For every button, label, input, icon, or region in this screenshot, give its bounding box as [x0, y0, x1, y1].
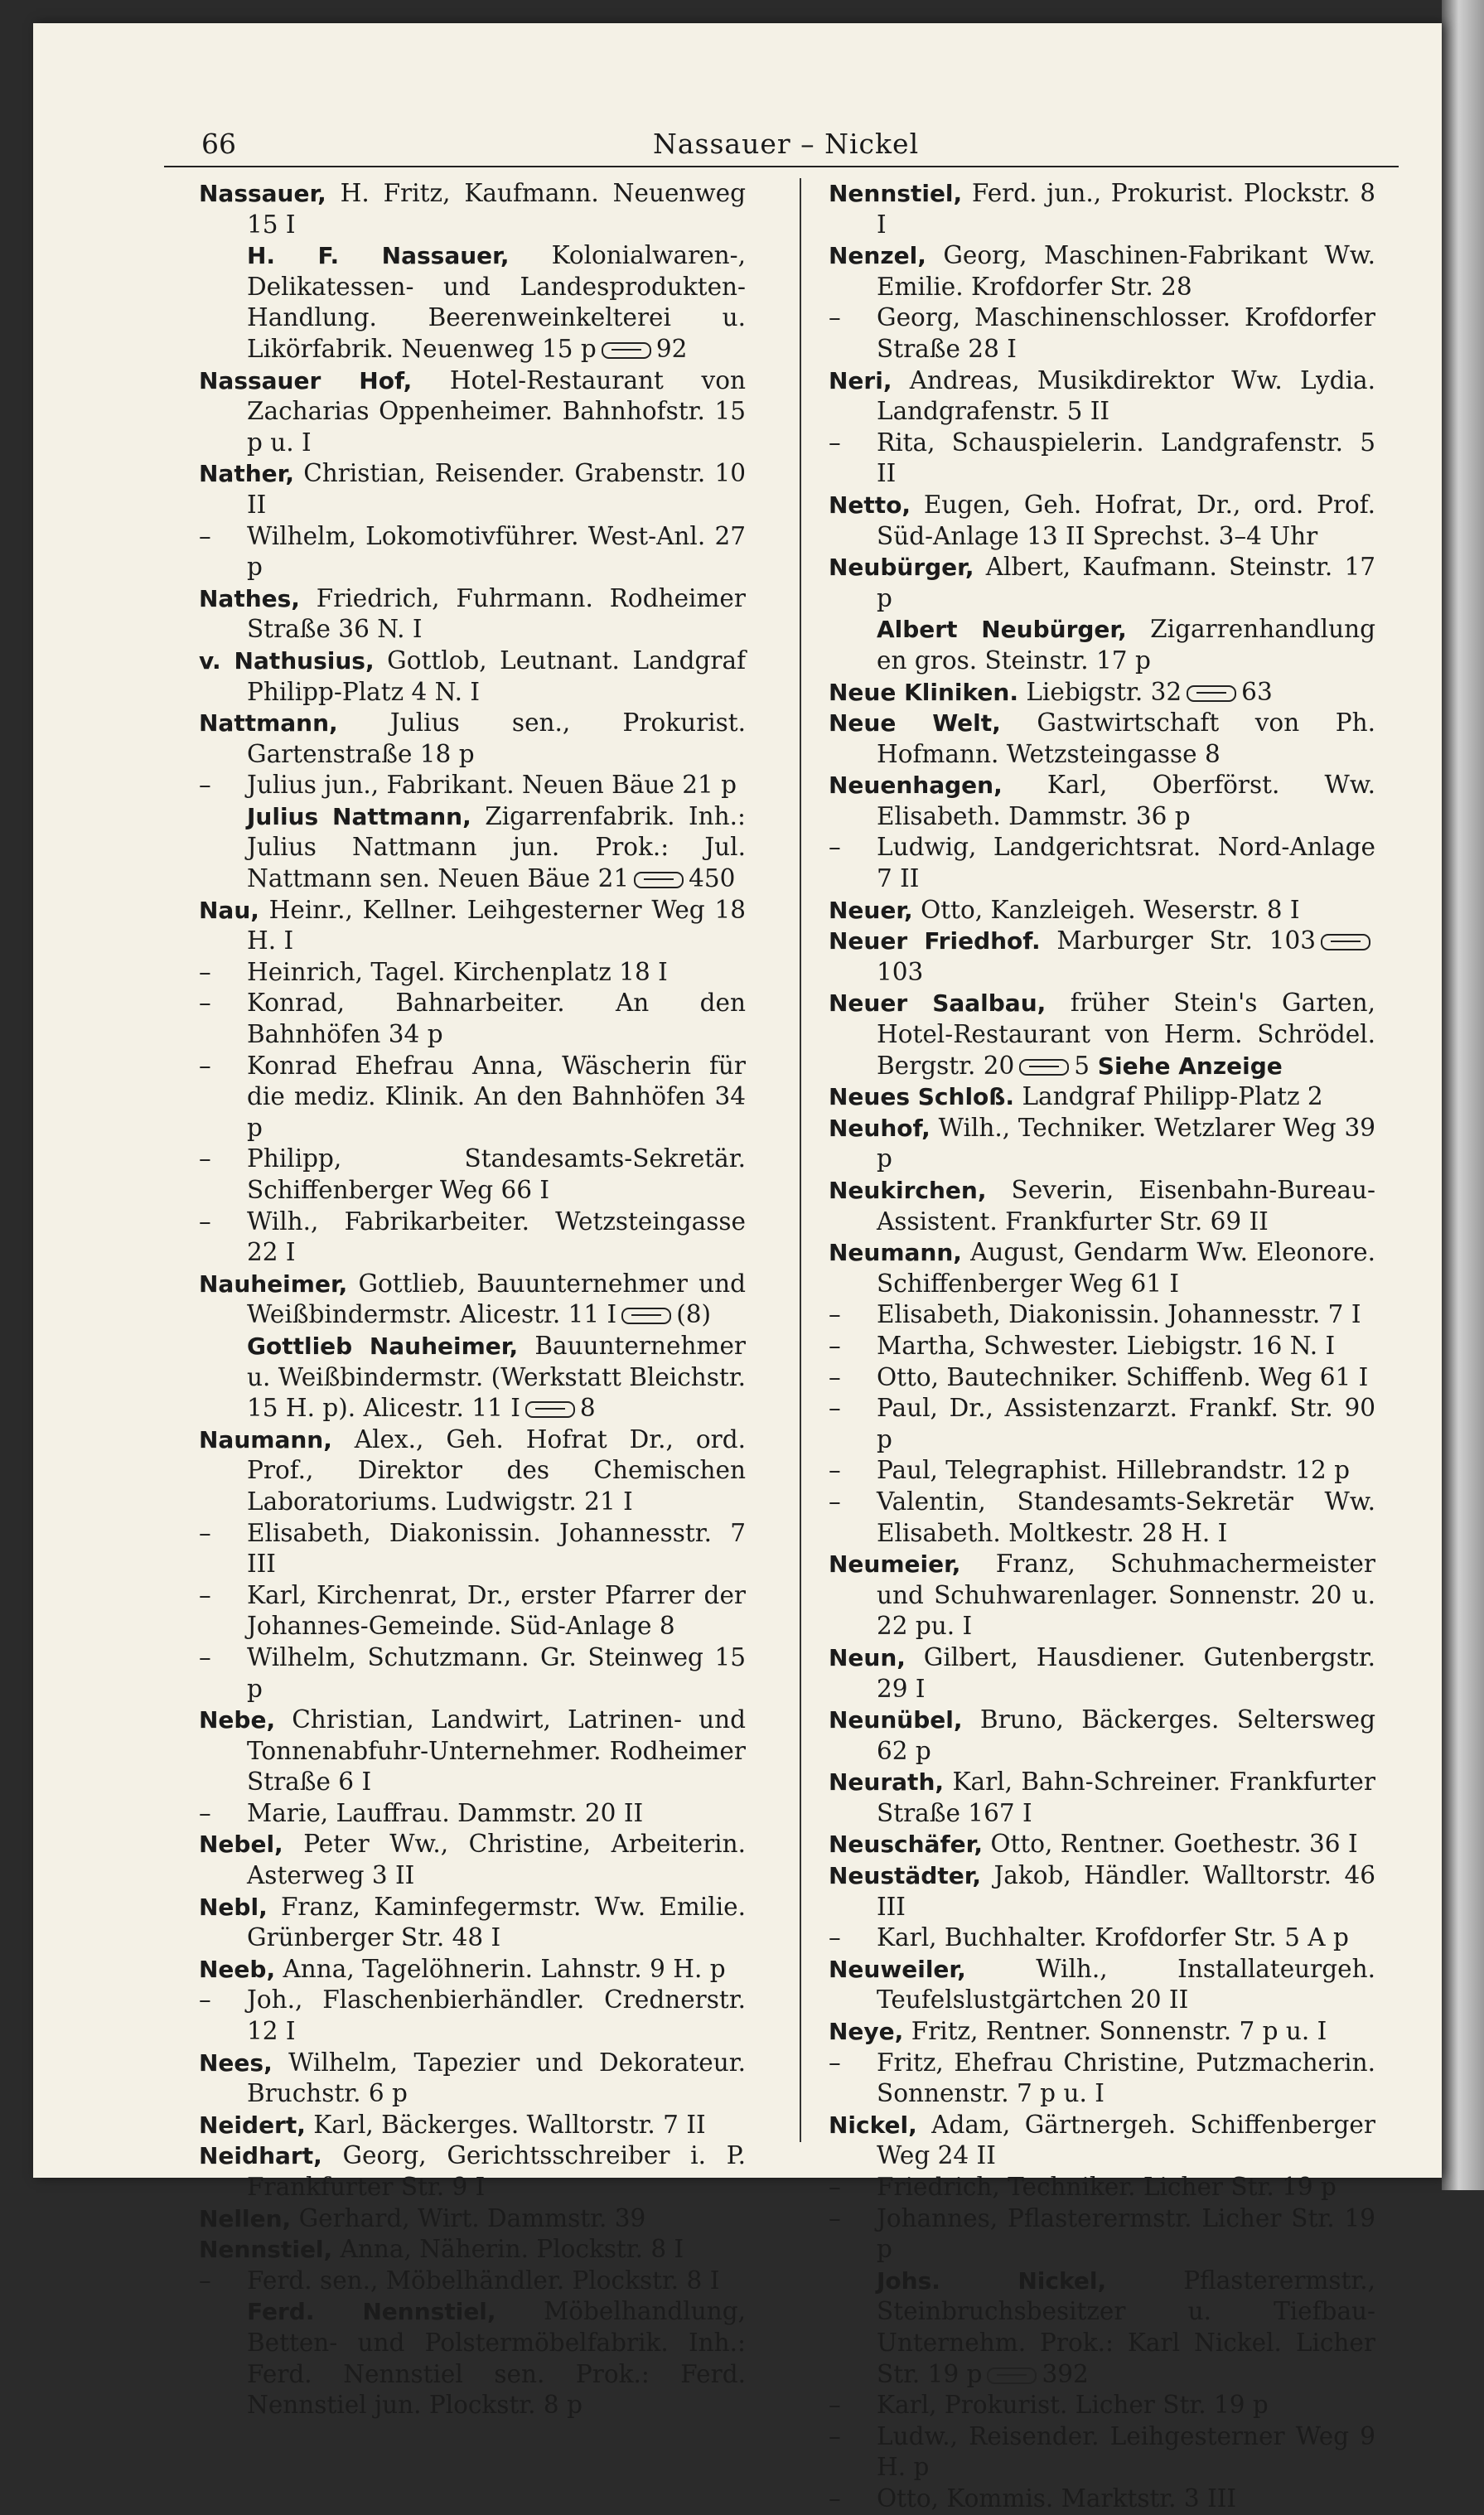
directory-entry	[829, 1331, 1375, 1362]
directory-entry	[829, 240, 1375, 302]
ditto-dash: –	[829, 2421, 841, 2450]
entry-name: Gottlieb Nauheimer,	[247, 1332, 519, 1360]
phone-number: 5	[1074, 1051, 1090, 1080]
directory-entry	[199, 1269, 746, 1331]
entry-details: Gilbert, Hausdiener. Gutenbergstr. 29 I	[877, 1642, 1375, 1703]
entry-name: Nau,	[199, 896, 259, 924]
page-header	[164, 124, 1399, 167]
entry-details: Marburger Str. 103	[1040, 926, 1316, 955]
entry-details: Alex., Geh. Hofrat Dr., ord. Prof., Direktor des Chemischen Laboratoriums. Ludwigstr. 21 I	[247, 1424, 746, 1516]
entry-name: v. Nathusius,	[199, 646, 375, 675]
entry-details: Fritz, Ehefrau Christine, Putzmacherin. Sonnenstr. 7 p u. I	[877, 2048, 1375, 2108]
entry-details: Zigarrenfabrik. Inh.: Julius Nattmann jun. Prok.: Jul. Nattmann sen. Neuen Bäue 21	[247, 801, 746, 893]
entry-details: Heinrich, Tagel. Kirchenplatz 18 I	[247, 957, 668, 986]
directory-entry	[829, 677, 1375, 709]
ditto-dash: –	[199, 1985, 211, 2014]
entry-details: Friedrich, Techniker. Licher Str. 19 p	[877, 2173, 1337, 2201]
directory-entry	[199, 240, 746, 365]
entry-name: Neunübel,	[829, 1706, 963, 1734]
directory-entry	[829, 2266, 1375, 2390]
directory-entry	[829, 1860, 1375, 1923]
entry-details: Georg, Maschinen-Fabrikant Ww. Emilie. Krofdorfer Str. 28	[877, 241, 1375, 301]
ditto-dash: –	[829, 303, 841, 332]
entry-details: Wilhelm, Schutzmann. Gr. Steinweg 15 p	[247, 1642, 746, 1703]
entry-details: Ludw., Reisender. Leihgesterner Weg 9 H. p	[877, 2421, 1375, 2482]
telephone-icon	[987, 2367, 1037, 2384]
telephone-icon	[525, 1401, 575, 1418]
entry-name: Nebel,	[199, 1831, 283, 1859]
entry-name: Nassauer,	[199, 180, 326, 207]
entry-name: Neidhart,	[199, 2142, 322, 2170]
page-number: 66	[201, 128, 236, 160]
directory-entry	[199, 1985, 746, 2047]
entry-name: Neun,	[829, 1643, 906, 1671]
directory-entry	[829, 1705, 1375, 1767]
entry-name: Neuweiler,	[829, 1955, 966, 1983]
entry-name: Neumeier,	[829, 1550, 961, 1579]
entry-details: Ferd. jun., Prokurist. Plockstr. 8 I	[877, 179, 1375, 239]
telephone-icon	[1187, 685, 1236, 702]
directory-entry	[199, 1051, 746, 1144]
directory-entry	[829, 2484, 1375, 2515]
entry-details: Möbelhandlung, Betten- und Polstermöbelfabrik. Inh.: Ferd. Nennstiel sen. Prok.: Ferd. Nennstiel jun. Plockstr. 8 p	[247, 2297, 746, 2420]
ditto-dash: –	[829, 1456, 841, 1485]
entry-details: Zigarrenhandlung en gros. Steinstr. 17 p	[877, 615, 1376, 675]
entry-details: Adam, Gärtnergeh. Schiffenberger Weg 24 II	[877, 2110, 1375, 2170]
directory-entry	[199, 365, 746, 459]
directory-entry	[829, 2203, 1375, 2266]
entry-name: Nathes,	[199, 584, 300, 612]
ditto-dash: –	[199, 1798, 211, 1827]
entry-details: Hotel-Restaurant von Zacharias Oppenheimer. Bahnhofstr. 15 p u. I	[247, 365, 746, 457]
ditto-dash: –	[829, 1362, 841, 1391]
directory-entry	[829, 708, 1375, 770]
entry-details: Fritz, Rentner. Sonnenstr. 7 p u. I	[903, 2017, 1327, 2046]
entry-details: August, Gendarm Ww. Eleonore. Schiffenberger Weg 61 I	[877, 1238, 1375, 1298]
running-head: Nassauer – Nickel	[653, 128, 920, 160]
directory-entry	[829, 1923, 1375, 1954]
directory-entry	[199, 895, 746, 957]
entry-name: Neuschäfer,	[829, 1831, 983, 1859]
entry-name: Nattmann,	[199, 709, 338, 738]
directory-entry	[829, 2421, 1375, 2484]
phone-number: 63	[1241, 677, 1273, 706]
entry-name: Neidert,	[199, 2111, 306, 2139]
telephone-icon	[1019, 1059, 1069, 1076]
entry-details: Philipp, Standesamts-Sekretär. Schiffenberger Weg 66 I	[247, 1144, 746, 1204]
entry-details: H. Fritz, Kaufmann. Neuenweg 15 I	[247, 179, 746, 239]
directory-entry	[199, 2266, 746, 2297]
directory-entry	[829, 1767, 1375, 1829]
entry-details: Wilh., Techniker. Wetzlarer Weg 39 p	[877, 1113, 1375, 1173]
entry-details: Heinr., Kellner. Leihgesterner Weg 18 H. I	[247, 895, 746, 955]
directory-entry	[829, 1954, 1375, 2016]
directory-entry	[829, 2016, 1375, 2048]
directory-entry	[829, 1237, 1375, 1299]
entry-details: Eugen, Geh. Hofrat, Dr., ord. Prof. Süd-Anlage 13 II Sprechst. 3–4 Uhr	[877, 490, 1375, 550]
directory-entry	[829, 2172, 1375, 2203]
directory-entry	[199, 521, 746, 583]
directory-entry	[829, 614, 1375, 676]
entry-details: Anna, Tagelöhnerin. Lahnstr. 9 H. p	[275, 1954, 726, 1983]
entry-name: Nauheimer,	[199, 1270, 348, 1298]
entry-details: Bauunternehmer u. Weißbindermstr. (Werkstatt Bleichstr. 15 H. p). Alicestr. 11 I	[247, 1331, 747, 1423]
directory-entry	[199, 646, 746, 708]
entry-details: Wilh., Installateurgeh. Teufelslustgärtchen 20 II	[877, 1954, 1375, 2014]
ditto-dash: –	[829, 2173, 841, 2201]
entry-details: Karl, Oberförst. Ww. Elisabeth. Dammstr. 36 p	[877, 771, 1375, 830]
ditto-dash: –	[199, 1518, 211, 1547]
ditto-dash: –	[829, 1487, 841, 1516]
directory-entry	[199, 770, 746, 801]
directory-entry	[829, 832, 1375, 894]
directory-entry	[829, 895, 1375, 926]
entry-details: Julius sen., Prokurist. Gartenstraße 18 p	[247, 709, 746, 768]
entry-details: Johannes, Pflasterermstr. Licher Str. 19 p	[877, 2203, 1375, 2264]
entry-details: Karl, Buchhalter. Krofdorfer Str. 5 A p	[877, 1923, 1349, 1952]
directory-entry	[199, 1829, 746, 1891]
directory-entry	[829, 2048, 1375, 2110]
directory-entry	[199, 458, 746, 520]
book-edge	[1442, 0, 1484, 2190]
directory-entry	[829, 1487, 1375, 1549]
entry-name: Neukirchen,	[829, 1177, 987, 1204]
entry-details: Konrad, Bahnarbeiter. An den Bahnhöfen 34 p	[247, 989, 746, 1049]
directory-entry	[829, 490, 1375, 552]
entry-name: Johs. Nickel,	[877, 2266, 1107, 2295]
phone-number: 392	[1042, 2359, 1089, 2388]
directory-entry	[199, 1892, 746, 1954]
entry-name: Nebl,	[199, 1893, 268, 1921]
entry-details: Albert, Kaufmann. Steinstr. 17 p	[877, 553, 1375, 612]
directory-entry	[199, 1331, 746, 1424]
ditto-dash: –	[199, 1580, 211, 1609]
directory-entry	[829, 178, 1375, 240]
entry-name: Neuer,	[829, 896, 913, 924]
entry-details: Wilhelm, Lokomotivführer. West-Anl. 27 p	[247, 521, 746, 582]
entry-details: Rita, Schauspielerin. Landgrafenstr. 5 II	[877, 428, 1375, 488]
entry-details: Franz, Schuhmachermeister und Schuhwarenlager. Sonnenstr. 20 u. 22 pu. I	[877, 1550, 1375, 1641]
entry-name: Nassauer Hof,	[199, 366, 413, 394]
entry-name: Nenzel,	[829, 242, 926, 270]
directory-entry	[199, 988, 746, 1050]
entry-details: Ludwig, Landgerichtsrat. Nord-Anlage 7 II	[877, 833, 1375, 893]
directory-entry	[199, 2048, 746, 2110]
ditto-dash: –	[829, 2203, 841, 2232]
ditto-dash: –	[199, 1144, 211, 1173]
phone-number: 92	[655, 334, 688, 363]
entry-name: Albert Neubürger,	[877, 616, 1127, 644]
entry-details: Franz, Kaminfegermstr. Ww. Emilie. Grünberger Str. 48 I	[247, 1892, 746, 1952]
right-column	[829, 178, 1376, 2513]
entry-name: Ferd. Nennstiel,	[247, 2298, 496, 2326]
column-divider	[800, 178, 801, 2142]
see-advertisement-note: Siehe Anzeige	[1090, 1052, 1283, 1080]
phone-number: 103	[877, 957, 924, 986]
directory-entry	[829, 1829, 1375, 1860]
ditto-dash: –	[199, 2266, 211, 2295]
entry-details: Peter Ww., Christine, Arbeiterin. Asterweg 3 II	[247, 1830, 746, 1890]
directory-entry	[199, 1424, 746, 1518]
entry-name: Naumann,	[199, 1425, 332, 1453]
directory-entry	[829, 1393, 1375, 1455]
entry-details: Ferd. sen., Möbelhändler. Plockstr. 8 I	[247, 2266, 720, 2295]
entry-name: Nennstiel,	[829, 180, 963, 207]
phone-number: 450	[689, 864, 736, 893]
entry-details: Liebigstr. 32	[1018, 677, 1182, 706]
entry-details: Otto, Bautechniker. Schiffenb. Weg 61 I	[877, 1362, 1369, 1391]
entry-name: Nellen,	[199, 2204, 292, 2232]
ditto-dash: –	[199, 521, 211, 550]
directory-entry	[829, 552, 1375, 614]
directory-entry	[829, 302, 1375, 365]
entry-details: Otto, Kanzleigeh. Weserstr. 8 I	[912, 895, 1300, 924]
directory-entry	[199, 2110, 746, 2141]
entry-details: Otto, Kommis. Marktstr. 3 III	[877, 2484, 1237, 2513]
entry-details: Martha, Schwester. Liebigstr. 16 N. I	[877, 1331, 1336, 1360]
ditto-dash: –	[829, 1331, 841, 1360]
entry-details: Gottlob, Leutnant. Landgraf Philipp-Platz 4 N. I	[247, 646, 746, 706]
directory-entry	[199, 1580, 746, 1642]
entry-name: Neue Kliniken.	[829, 678, 1018, 706]
directory-entry	[199, 1144, 746, 1206]
entry-details: Severin, Eisenbahn-Bureau-Assistent. Frankfurter Str. 69 II	[877, 1176, 1375, 1236]
entry-name: Neubürger,	[829, 554, 974, 582]
entry-details: Paul, Dr., Assistenzarzt. Frankf. Str. 90 p	[877, 1394, 1375, 1453]
directory-entry	[199, 1954, 746, 1985]
entry-details: Karl, Prokurist. Licher Str. 19 p	[877, 2391, 1269, 2420]
entry-name: Neuer Saalbau,	[829, 989, 1047, 1018]
directory-entry	[829, 1642, 1375, 1705]
entry-name: Netto,	[829, 491, 911, 519]
entry-details: Wilh., Fabrikarbeiter. Wetzsteingasse 22 I	[247, 1207, 746, 1267]
entry-name: Neeb,	[199, 1955, 276, 1983]
ditto-dash: –	[199, 1207, 211, 1236]
directory-entry	[829, 1081, 1375, 1113]
entry-details: Otto, Rentner. Goethestr. 36 I	[982, 1830, 1358, 1859]
ditto-dash: –	[829, 2391, 841, 2420]
entry-name: Neues Schloß.	[829, 1083, 1015, 1111]
directory-entry	[199, 708, 746, 770]
telephone-icon	[621, 1308, 671, 1324]
ditto-dash: –	[829, 2048, 841, 2077]
entry-details: Valentin, Standesamts-Sekretär Ww. Elisabeth. Moltkestr. 28 H. I	[877, 1487, 1375, 1547]
entry-name: Nickel,	[829, 2111, 917, 2139]
telephone-icon	[602, 342, 651, 359]
directory-entry	[829, 1175, 1375, 1237]
entry-details: Elisabeth, Diakonissin. Johannesstr. 7 III	[247, 1518, 746, 1579]
directory-entry	[829, 1455, 1375, 1487]
ditto-dash: –	[829, 428, 841, 457]
entry-details: Gastwirtschaft von Ph. Hofmann. Wetzsteingasse 8	[877, 709, 1375, 768]
phone-number: 8	[579, 1394, 596, 1423]
entry-details: Julius jun., Fabrikant. Neuen Bäue 21 p	[247, 771, 737, 800]
directory-entry	[829, 770, 1375, 832]
entry-details: Georg, Gerichtsschreiber i. P. Frankfurter Str. 9 I	[247, 2141, 746, 2201]
left-column	[199, 178, 747, 2420]
entry-name: Nees,	[199, 2048, 273, 2077]
ditto-dash: –	[199, 1051, 211, 1080]
directory-entry	[829, 365, 1375, 428]
ditto-dash: –	[199, 957, 211, 986]
ditto-dash: –	[829, 833, 841, 862]
directory-entry	[199, 583, 746, 646]
telephone-icon	[634, 872, 684, 888]
entry-details: Christian, Reisender. Grabenstr. 10 II	[247, 459, 746, 519]
entry-details: Anna, Näherin. Plockstr. 8 I	[332, 2235, 684, 2264]
directory-entry	[829, 2110, 1375, 2172]
entry-details: Paul, Telegraphist. Hillebrandstr. 12 p	[877, 1456, 1351, 1485]
entry-name: Neri,	[829, 366, 892, 394]
entry-name: Nennstiel,	[199, 2236, 333, 2264]
directory-entry	[199, 1518, 746, 1580]
entry-details: Gottlieb, Bauunternehmer und Weißbindermstr. Alicestr. 11 I	[247, 1269, 746, 1329]
entry-details: Landgraf Philipp-Platz 2	[1014, 1082, 1323, 1111]
directory-entry	[199, 2296, 746, 2421]
entry-name: Neuer Friedhof.	[829, 927, 1041, 955]
entry-name: Nebe,	[199, 1706, 276, 1734]
directory-entry	[199, 957, 746, 989]
entry-name: Neuhof,	[829, 1114, 931, 1142]
entry-details: Christian, Landwirt, Latrinen- und Tonnenabfuhr-Unternehmer. Rodheimer Straße 6 I	[247, 1705, 746, 1797]
directory-entry	[199, 1705, 746, 1798]
directory-entry	[199, 1798, 746, 1830]
ditto-dash: –	[199, 771, 211, 800]
entry-details: Friedrich, Fuhrmann. Rodheimer Straße 36 N. I	[247, 583, 746, 644]
entry-details: Bruno, Bäckerges. Seltersweg 62 p	[877, 1705, 1375, 1765]
directory-entry	[829, 1299, 1375, 1331]
entry-details: Karl, Bäckerges. Walltorstr. 7 II	[305, 2110, 706, 2139]
directory-entry	[199, 801, 746, 895]
entry-details: Marie, Lauffrau. Dammstr. 20 II	[247, 1798, 644, 1827]
directory-entry	[199, 178, 746, 240]
entry-name: Neuenhagen,	[829, 771, 1003, 800]
entry-name: Julius Nattmann,	[247, 802, 471, 830]
directory-entry	[829, 926, 1375, 988]
entry-details: Jakob, Händler. Walltorstr. 46 III	[877, 1861, 1375, 1921]
entry-name: H. F. Nassauer,	[247, 242, 510, 270]
entry-details: Kolonialwaren-, Delikatessen- und Landesprodukten-Handlung. Beerenweinkelterei u. Likörfabrik. Neuenweg 15 p	[247, 241, 746, 363]
ditto-dash: –	[199, 989, 211, 1018]
entry-name: Neue Welt,	[829, 709, 1001, 738]
directory-entry	[829, 1549, 1375, 1642]
entry-name: Nather,	[199, 460, 294, 488]
entry-details: Pflasterermstr., Steinbruchsbesitzer u. Tiefbau-Unternehm. Prok.: Karl Nickel. Licher Str. 19 p	[877, 2266, 1375, 2388]
directory-entry	[829, 1362, 1375, 1394]
directory-entry	[199, 1642, 746, 1705]
directory-entry	[829, 988, 1375, 1081]
directory-entry	[199, 1207, 746, 1269]
phone-number: (8)	[676, 1300, 711, 1329]
entry-details: Joh., Flaschenbierhändler. Crednerstr. 12 I	[247, 1985, 746, 2046]
entry-name: Neumann,	[829, 1239, 962, 1267]
directory-entry	[829, 428, 1375, 490]
entry-details: Gerhard, Wirt. Dammstr. 39	[291, 2203, 646, 2232]
ditto-dash: –	[829, 2484, 841, 2513]
entry-details: Karl, Bahn-Schreiner. Frankfurter Straße 167 I	[877, 1768, 1375, 1827]
entry-details: Wilhelm, Tapezier und Dekorateur. Bruchstr. 6 p	[247, 2048, 746, 2108]
telephone-icon	[1321, 934, 1370, 950]
ditto-dash: –	[829, 1394, 841, 1423]
ditto-dash: –	[199, 1642, 211, 1671]
entry-details: früher Stein's Garten, Hotel-Restaurant von Herm. Schrödel. Bergstr. 20	[877, 989, 1376, 1080]
entry-name: Neurath,	[829, 1768, 945, 1797]
directory-entry	[199, 2203, 746, 2235]
ditto-dash: –	[829, 1300, 841, 1329]
directory-entry	[829, 1113, 1375, 1175]
entry-details: Georg, Maschinenschlosser. Krofdorfer Straße 28 I	[877, 303, 1375, 363]
entry-details: Konrad Ehefrau Anna, Wäscherin für die mediz. Klinik. An den Bahnhöfen 34 p	[247, 1051, 746, 1142]
entry-details: Andreas, Musikdirektor Ww. Lydia. Landgrafenstr. 5 II	[877, 365, 1375, 426]
directory-entry	[199, 2234, 746, 2266]
directory-entry	[829, 2390, 1375, 2421]
entry-details: Karl, Kirchenrat, Dr., erster Pfarrer der Johannes-Gemeinde. Süd-Anlage 8	[247, 1580, 746, 1641]
ditto-dash: –	[829, 1923, 841, 1952]
entry-name: Neustädter,	[829, 1862, 982, 1890]
entry-details: Elisabeth, Diakonissin. Johannesstr. 7 I	[877, 1300, 1361, 1329]
entry-name: Neye,	[829, 2018, 904, 2046]
directory-entry	[199, 2140, 746, 2203]
